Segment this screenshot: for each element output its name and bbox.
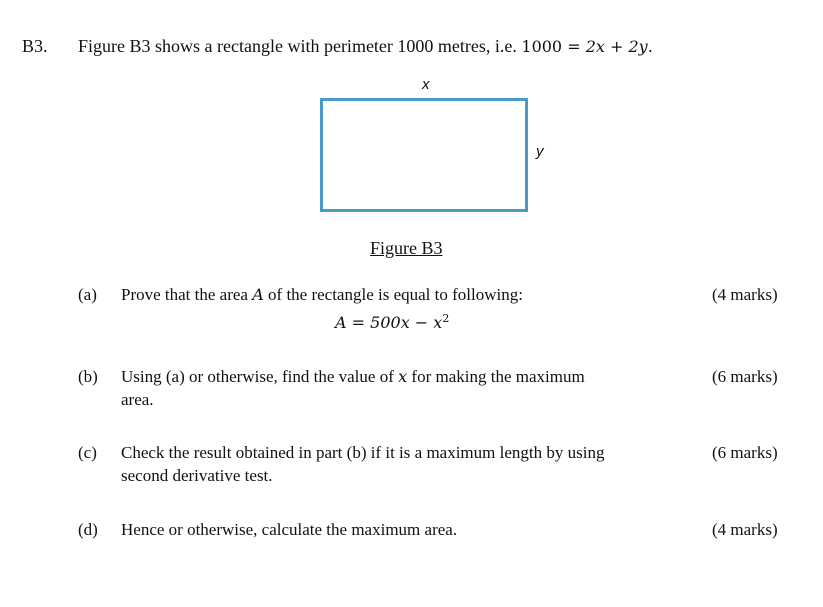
part-b-text-after: for making the maximum: [411, 367, 585, 386]
part-d-marks: (4 marks): [712, 520, 778, 539]
formula-exponent: 2: [442, 312, 450, 325]
part-c-marks: (6 marks): [712, 443, 778, 462]
part-d-text: Hence or otherwise, calculate the maximum area.: [121, 520, 458, 539]
figure-caption: Figure B3: [370, 238, 443, 258]
perimeter-expression: 2x + 2y: [585, 37, 648, 56]
part-b-continuation: area.: [121, 390, 154, 409]
part-c-continuation: second derivative test.: [121, 466, 273, 485]
question-stem: [78, 36, 653, 57]
figure-x-label: x: [422, 76, 430, 93]
perimeter-value: 1000: [521, 37, 563, 56]
part-b-var: x: [398, 367, 408, 386]
question-stem-text: Figure B3 shows a rectangle with perimeter 1000 metres, i.e.: [78, 36, 517, 56]
part-a-text-after: of the rectangle is equal to following:: [268, 285, 523, 304]
perimeter-equation: 1000 = 2x + 2y.: [521, 37, 653, 56]
question-number: B3.: [22, 36, 48, 56]
part-a-label: (a): [78, 285, 97, 304]
part-c-label: (c): [78, 443, 97, 462]
part-a-text-before: Prove that the area: [121, 285, 248, 304]
part-b-label: (b): [78, 367, 98, 386]
part-b-text: [121, 367, 585, 387]
part-d-label: (d): [78, 520, 98, 539]
figure-rectangle: [320, 98, 528, 212]
part-b-text-before: Using (a) or otherwise, find the value of: [121, 367, 394, 386]
part-c-text: Check the result obtained in part (b) if it is a maximum length by using: [121, 443, 605, 462]
part-a-marks: (4 marks): [712, 285, 778, 304]
formula-rhs: 500x − x: [370, 313, 443, 332]
part-a-text: [121, 285, 523, 305]
part-a-var: A: [252, 285, 264, 304]
figure-y-label: y: [536, 143, 544, 160]
part-a-formula: $A = 500x - x^2$: [335, 312, 450, 332]
perimeter-end: .: [647, 37, 653, 56]
part-b-marks: (6 marks): [712, 367, 778, 386]
formula-lhs: A: [335, 313, 347, 332]
